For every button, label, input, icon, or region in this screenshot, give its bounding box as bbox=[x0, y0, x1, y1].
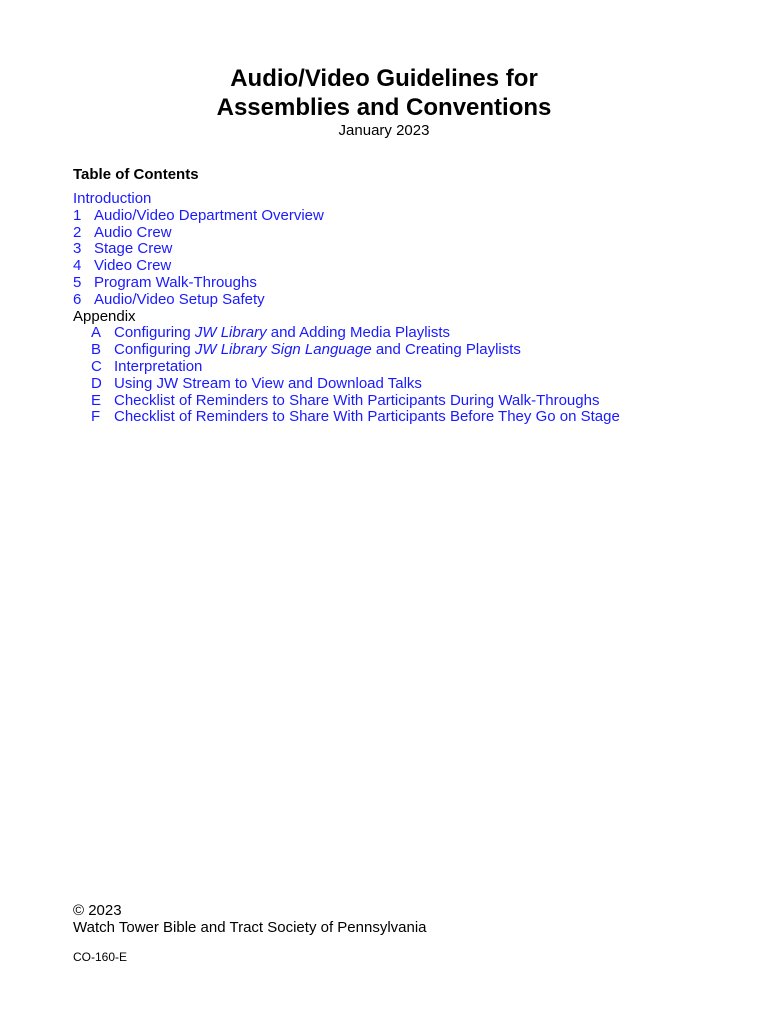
appendix-item-d bbox=[91, 376, 733, 393]
toc-label: Program Walk-Throughs bbox=[94, 273, 257, 291]
appendix-label: Appendix bbox=[73, 307, 136, 325]
publisher-name: Watch Tower Bible and Tract Society of Pennsylvania bbox=[73, 919, 427, 936]
toc-heading: Table of Contents bbox=[73, 166, 199, 183]
appendix-label-italic: JW Library bbox=[194, 324, 267, 342]
toc-item-3 bbox=[73, 241, 733, 258]
toc-link-5[interactable] bbox=[73, 274, 257, 291]
toc-item-5 bbox=[73, 275, 733, 292]
appendix-label-pre: Using JW Stream to View and Download Talks bbox=[114, 374, 422, 392]
appendix-label-pre: Checklist of Reminders to Share With Participants During Walk-Throughs bbox=[114, 391, 600, 409]
appendix-label-pre: Configuring bbox=[114, 324, 195, 342]
footer bbox=[73, 902, 427, 936]
document-title-line-1: Audio/Video Guidelines for bbox=[230, 65, 538, 92]
appendix-label-italic: JW Library Sign Language bbox=[194, 341, 372, 359]
appendix-list bbox=[73, 325, 733, 426]
appendix-link-c[interactable] bbox=[91, 358, 202, 375]
appendix-item-c bbox=[91, 359, 733, 376]
appendix-item-f bbox=[91, 409, 733, 426]
toc-label: Stage Crew bbox=[94, 240, 173, 258]
title-block bbox=[0, 64, 768, 139]
toc-number: 4 bbox=[73, 257, 82, 275]
appendix-label-post: and Creating Playlists bbox=[371, 341, 521, 359]
appendix-letter: B bbox=[91, 341, 102, 359]
document-date: January 2023 bbox=[338, 122, 430, 139]
appendix-label-pre: Checklist of Reminders to Share With Participants Before They Go on Stage bbox=[114, 408, 620, 426]
appendix-label-pre: Configuring bbox=[114, 341, 195, 359]
toc-list bbox=[73, 191, 733, 426]
toc-label: Video Crew bbox=[94, 257, 172, 275]
toc-item-introduction bbox=[73, 191, 733, 208]
appendix-link-f[interactable] bbox=[91, 408, 620, 425]
document-title-line-2: Assemblies and Conventions bbox=[216, 94, 552, 121]
appendix-item-a bbox=[91, 325, 733, 342]
toc-item-1 bbox=[73, 208, 733, 225]
toc-item-4 bbox=[73, 258, 733, 275]
appendix-letter: F bbox=[91, 408, 101, 426]
table-of-contents bbox=[73, 166, 733, 426]
appendix-item-b bbox=[91, 342, 733, 359]
toc-item-2 bbox=[73, 225, 733, 242]
appendix-link-e[interactable] bbox=[91, 392, 599, 409]
appendix-letter: D bbox=[91, 374, 102, 392]
toc-number: 1 bbox=[73, 206, 82, 224]
appendix-section bbox=[73, 325, 733, 426]
toc-label: Audio/Video Department Overview bbox=[94, 206, 324, 224]
toc-link-introduction[interactable]: Introduction bbox=[73, 190, 152, 207]
toc-link-1[interactable] bbox=[73, 207, 324, 224]
appendix-label-post: and Adding Media Playlists bbox=[266, 324, 451, 342]
appendix-letter: C bbox=[91, 357, 102, 375]
appendix-label-pre: Interpretation bbox=[114, 357, 203, 375]
toc-label: Audio Crew bbox=[94, 223, 172, 241]
toc-link-6[interactable] bbox=[73, 291, 265, 308]
toc-number: 5 bbox=[73, 273, 82, 291]
appendix-link-a[interactable] bbox=[91, 324, 450, 341]
appendix-item-e bbox=[91, 393, 733, 410]
appendix-letter: A bbox=[91, 324, 102, 342]
document-code: CO-160-E bbox=[73, 950, 128, 964]
toc-number: 2 bbox=[73, 223, 82, 241]
toc-number: 3 bbox=[73, 240, 82, 258]
toc-link-4[interactable] bbox=[73, 257, 171, 274]
toc-label: Audio/Video Setup Safety bbox=[94, 290, 265, 308]
appendix-link-b[interactable] bbox=[91, 341, 521, 358]
toc-item-6 bbox=[73, 292, 733, 309]
appendix-link-d[interactable] bbox=[91, 375, 422, 392]
appendix-letter: E bbox=[91, 391, 102, 409]
toc-link-3[interactable] bbox=[73, 240, 172, 257]
toc-link-2[interactable] bbox=[73, 224, 172, 241]
toc-number: 6 bbox=[73, 290, 82, 308]
copyright-notice: © 2023 bbox=[73, 902, 122, 919]
